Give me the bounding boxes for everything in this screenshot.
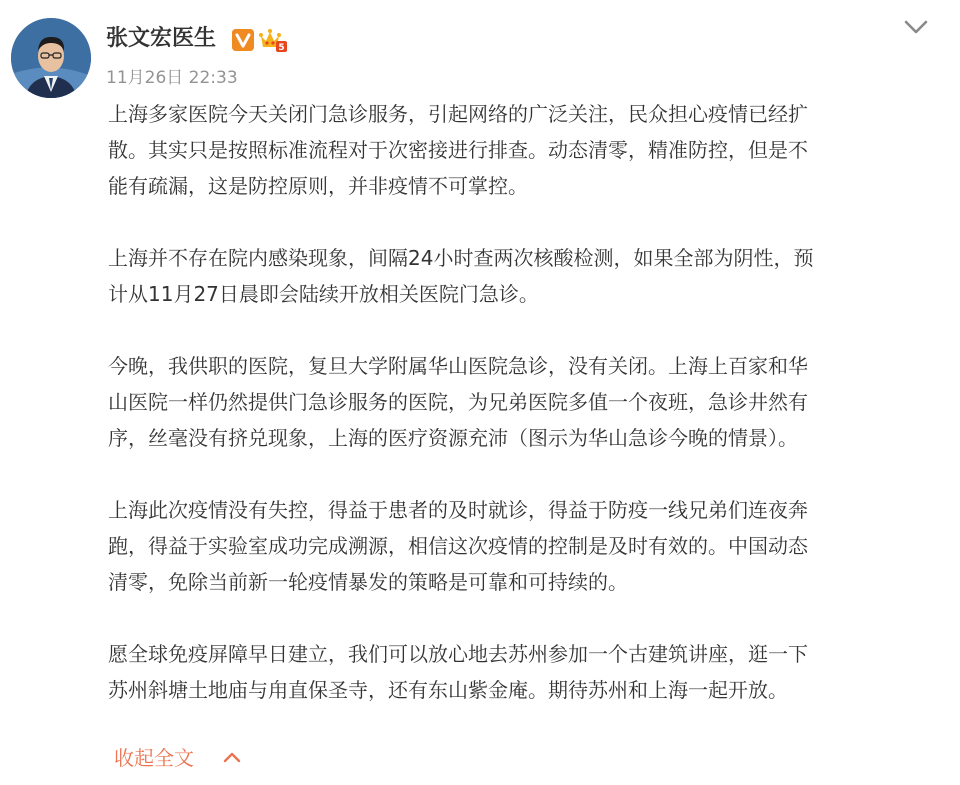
post-timestamp[interactable]: 11月26日 22:33 <box>106 68 238 88</box>
author-name[interactable]: 张文宏医生 <box>106 26 217 51</box>
collapse-text-link[interactable]: 收起全文 <box>114 746 194 770</box>
text-line: 今晚，我供职的医院，复旦大学附属华山医院急诊，没有关闭。上海上百家和华 <box>108 354 808 378</box>
text-line: 计从11月27日晨即会陆续开放相关医院门急诊。 <box>108 282 539 306</box>
paragraph-4 <box>108 492 920 600</box>
verified-v-icon <box>232 29 254 51</box>
text-line: 苏州斜塘土地庙与甪直保圣寺，还有东山紫金庵。期待苏州和上海一起开放。 <box>108 678 788 702</box>
text-line: 散。其实只是按照标准流程对于次密接进行排查。动态清零，精准防控，但是不 <box>108 138 808 162</box>
text-line: 序，丝毫没有挤兑现象，上海的医疗资源充沛（图示为华山急诊今晚的情景）。 <box>108 426 798 450</box>
text-line: 山医院一样仍然提供门急诊服务的医院，为兄弟医院多值一个夜班，急诊井然有 <box>108 390 808 414</box>
chevron-up-icon[interactable] <box>222 750 242 764</box>
text-line: 上海多家医院今天关闭门急诊服务，引起网络的广泛关注，民众担心疫情已经扩 <box>108 102 808 126</box>
text-line: 清零，免除当前新一轮疫情暴发的策略是可靠和可持续的。 <box>108 570 628 594</box>
paragraph-1 <box>108 96 920 204</box>
avatar[interactable] <box>11 18 91 98</box>
text-line: 跑，得益于实验室成功完成溯源，相信这次疫情的控制是及时有效的。中国动态 <box>108 534 808 558</box>
chevron-down-icon[interactable] <box>900 14 932 40</box>
post-content <box>108 96 920 708</box>
text-line: 上海并不存在院内感染现象，间隔24小时查两次核酸检测，如果全部为阴性，预 <box>108 246 814 270</box>
text-line: 愿全球免疫屏障早日建立，我们可以放心地去苏州参加一个古建筑讲座，逛一下 <box>108 642 808 666</box>
paragraph-2 <box>108 240 920 312</box>
paragraph-5 <box>108 636 920 708</box>
level-number: 5 <box>278 43 285 53</box>
crown-level-icon[interactable] <box>258 27 288 53</box>
text-line: 上海此次疫情没有失控，得益于患者的及时就诊，得益于防疫一线兄弟们连夜奔 <box>108 498 808 522</box>
text-line: 能有疏漏，这是防控原则，并非疫情不可掌控。 <box>108 174 528 198</box>
paragraph-3 <box>108 348 920 456</box>
